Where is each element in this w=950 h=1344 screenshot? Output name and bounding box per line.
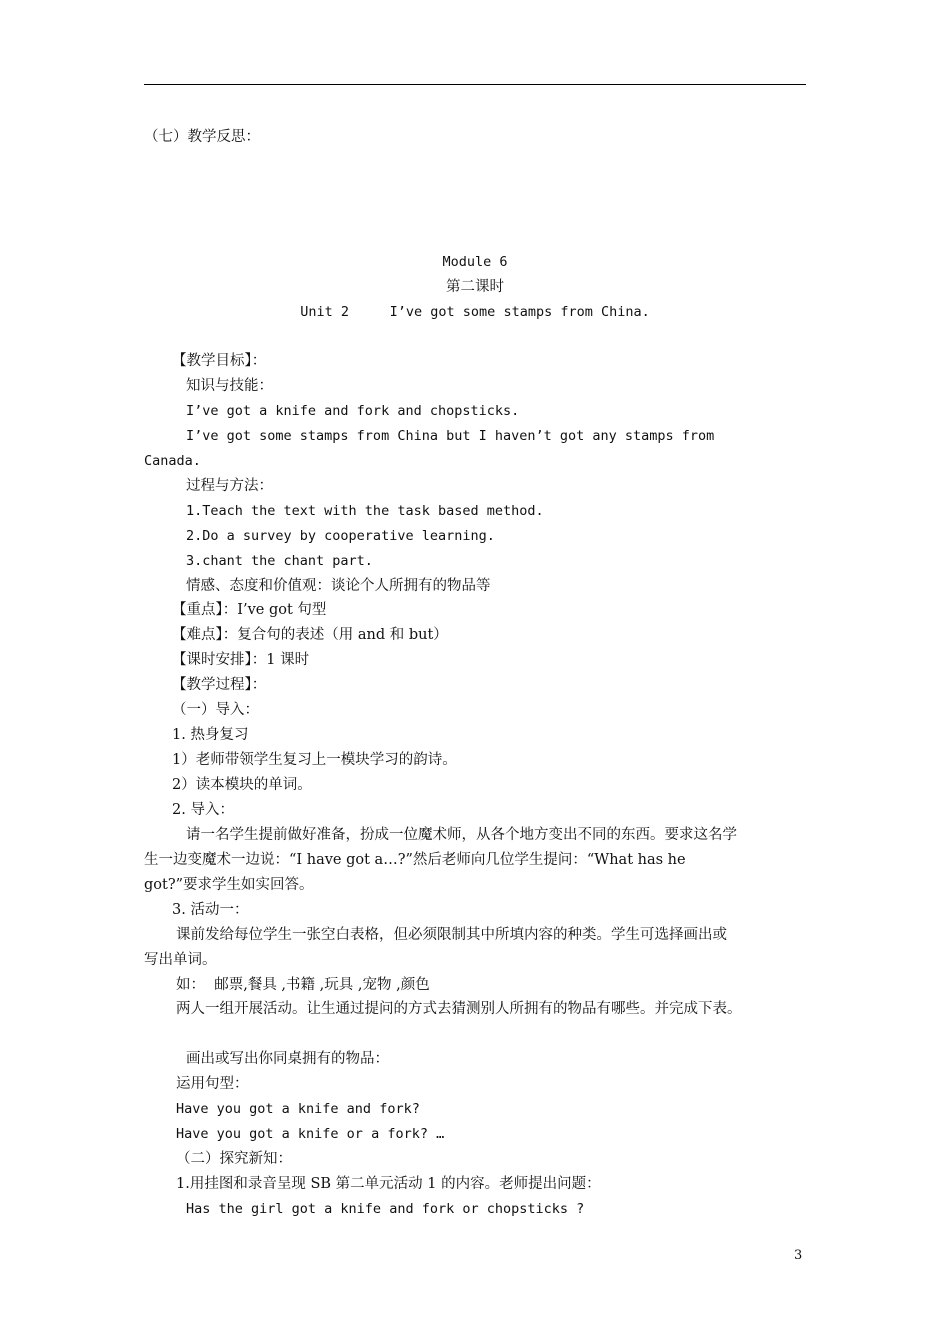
lead-in-para-line-1: 请一名学生提前做好准备，扮成一位魔术师，从各个地方变出不同的东西。要求这名学 — [186, 827, 737, 843]
activity-1-examples: 如： 邮票,餐具 ,书籍 ,玩具 ,宠物 ,颜色 — [176, 977, 430, 993]
warmup-item-1: 1）老师带领学生复习上一模块学习的韵诗。 — [172, 752, 457, 768]
activity-1-para-line-2: 写出单词。 — [144, 952, 217, 968]
explore-question: Has the girl got a knife and fork or chopsticks ? — [186, 1201, 585, 1217]
draw-or-write-prompt: 画出或写出你同桌拥有的物品： — [186, 1051, 389, 1067]
lesson-title: 第二课时 — [446, 279, 504, 295]
warmup-heading: 1. 热身复习 — [172, 727, 249, 743]
reflection-heading: （七）教学反思： — [144, 129, 260, 145]
module-title: Module 6 — [442, 254, 508, 270]
page-number: 3 — [794, 1248, 803, 1263]
explore-heading: （二）探究新知： — [176, 1151, 292, 1167]
lead-in-heading: 2. 导入： — [172, 802, 234, 818]
knowledge-sentence-1: I’ve got a knife and fork and chopsticks. — [186, 403, 520, 419]
lead-in-para-line-3: got?”要求学生如实回答。 — [144, 877, 314, 893]
difficulties: 【难点】：复合句的表述（用 and 和 but） — [172, 627, 448, 643]
lead-in-para-line-2: 生一边变魔术一边说：“I have got a…?”然后老师向几位学生提问：“What has he — [144, 852, 686, 868]
pattern-2: Have you got a knife or a fork? … — [176, 1126, 445, 1142]
process-heading: 【教学过程】： — [172, 677, 267, 693]
explore-item-1: 1.用挂图和录音呈现 SB 第二单元活动 1 的内容。老师提出问题： — [176, 1176, 601, 1192]
key-points: 【重点】：I’ve got 句型 — [172, 602, 327, 618]
method-item-1: 1.Teach the text with the task based method. — [186, 503, 544, 519]
warmup-item-2: 2）读本模块的单词。 — [172, 777, 312, 793]
method-item-2: 2.Do a survey by cooperative learning. — [186, 528, 495, 544]
method-item-3: 3.chant the chant part. — [186, 553, 373, 569]
sentence-patterns-label: 运用句型： — [176, 1076, 249, 1092]
objectives-heading: 【教学目标】： — [172, 353, 267, 369]
process-method-label: 过程与方法： — [186, 478, 273, 494]
activity-1-para-line-1: 课前发给每位学生一张空白表格，但必须限制其中所填内容的种类。学生可选择画出或 — [176, 927, 727, 943]
header-rule — [144, 84, 806, 85]
pattern-1: Have you got a knife and fork? — [176, 1101, 420, 1117]
intro-heading: （一）导入： — [172, 702, 259, 718]
activity-1-heading: 3. 活动一： — [172, 902, 249, 918]
emotion-values: 情感、态度和价值观：谈论个人所拥有的物品等 — [186, 578, 491, 594]
knowledge-sentence-2: I’ve got some stamps from China but I haven’t got any stamps from — [186, 428, 715, 444]
unit-title: Unit 2 I’ve got some stamps from China. — [300, 304, 650, 320]
activity-1-pairwork: 两人一组开展活动。让生通过提问的方式去猜测别人所拥有的物品有哪些。并完成下表。 — [176, 1001, 742, 1017]
knowledge-sentence-2-cont: Canada. — [144, 453, 201, 469]
schedule: 【课时安排】：1 课时 — [172, 652, 310, 668]
knowledge-skills-label: 知识与技能： — [186, 378, 273, 394]
